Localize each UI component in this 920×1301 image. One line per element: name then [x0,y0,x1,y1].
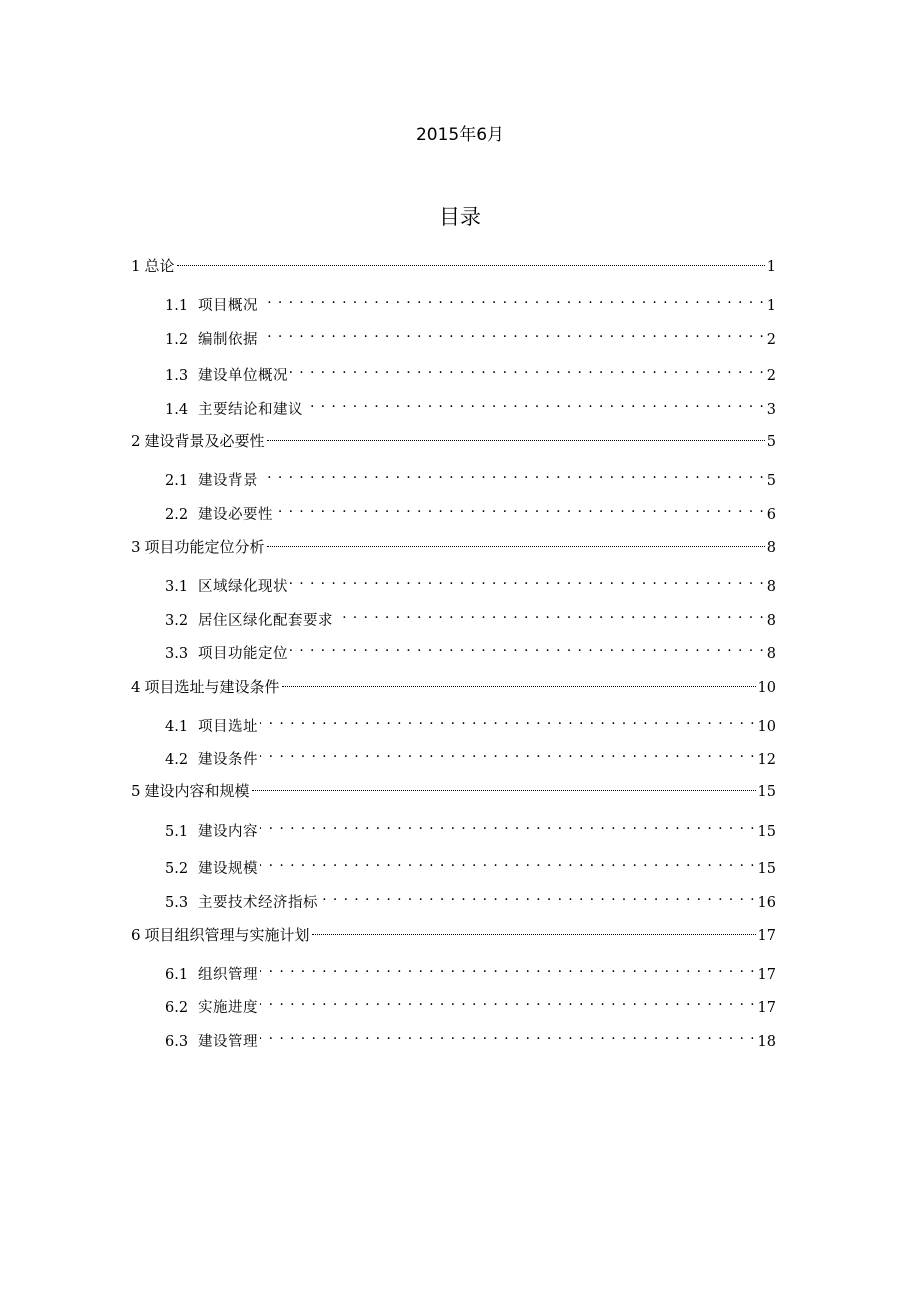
toc-entry-number: 5.1 [165,824,189,840]
toc-entry-label: 建设必要性 [198,507,273,523]
toc-chapter-row[interactable] [131,429,776,451]
toc-section-row[interactable] [165,636,776,662]
toc-entry-label: 居住区绿化配套要求 [198,613,333,629]
toc-page-number: 8 [766,579,776,595]
toc-entry-number: 2 [131,432,141,450]
toc-entry-label: 实施进度 [198,1000,258,1016]
toc-dot-leader [260,957,756,979]
toc-entry-label: 组织管理 [198,967,258,983]
toc-entry-number: 5.3 [165,895,189,911]
toc-page-number: 10 [757,719,776,735]
toc-entry-label: 项目功能定位 [198,646,288,662]
toc-entry-number: 4.2 [165,752,189,768]
toc-dot-leader [305,392,765,414]
toc-section-row[interactable] [165,709,776,735]
toc-dot-leader [290,636,765,658]
toc-entry-number: 6.2 [165,1000,189,1016]
toc-page-number: 2 [766,368,776,384]
toc-page-number: 6 [766,507,776,523]
toc-section-row[interactable] [165,463,776,489]
toc-entry-number: 1.2 [165,332,189,348]
toc-section-row[interactable] [165,358,776,384]
toc-dot-leader [320,885,756,907]
toc-dot-leader [267,424,765,441]
toc-section-row[interactable] [165,851,776,877]
toc-section-row[interactable] [165,957,776,983]
toc-entry-label: 编制依据 [198,332,258,348]
toc-chapter-row[interactable] [131,254,776,276]
toc-entry-number: 5 [131,782,141,800]
toc-entry-label: 项目组织管理与实施计划 [144,926,310,944]
toc-entry-number: 2.2 [165,507,189,523]
document-date: 2015年6月 [415,125,505,145]
toc-entry-label: 主要技术经济指标 [198,895,318,911]
toc-entry-number: 1.4 [165,402,189,418]
toc-entry-number: 4.1 [165,719,189,735]
toc-entry-label: 建设内容和规模 [144,782,250,800]
toc-entry-label: 项目选址与建设条件 [144,678,280,696]
toc-section-row[interactable] [165,392,776,418]
toc-dot-leader [282,670,756,687]
toc-dot-leader [260,814,756,836]
toc-entry-number: 3.1 [165,579,189,595]
toc-entry-number: 3 [131,538,141,556]
toc-chapter-row[interactable] [131,675,776,697]
toc-dot-leader [260,709,756,731]
toc-page-number: 12 [757,752,776,768]
toc-dot-leader [260,288,765,310]
toc-entry-number: 6.3 [165,1034,189,1050]
toc-entry-label: 总论 [144,257,175,275]
toc-dot-leader [260,463,765,485]
toc-page-number: 17 [757,1000,776,1016]
toc-entry-number: 6.1 [165,967,189,983]
toc-dot-leader [252,774,756,791]
toc-entry-label: 建设背景及必要性 [144,432,265,450]
toc-page-number: 17 [757,928,776,944]
toc-dot-leader [260,742,756,764]
toc-page-number: 5 [766,473,776,489]
toc-page-number: 17 [757,967,776,983]
toc-entry-label: 主要结论和建议 [198,402,303,418]
toc-section-row[interactable] [165,990,776,1016]
toc-page-number: 3 [766,402,776,418]
toc-entry-number: 4 [131,678,141,696]
toc-chapter-row[interactable] [131,535,776,557]
toc-dot-leader [290,569,765,591]
toc-page-number: 8 [766,613,776,629]
toc-entry-label: 建设背景 [198,473,258,489]
toc-entry-number: 1.3 [165,368,189,384]
toc-page-number: 16 [757,895,776,911]
toc-section-row[interactable] [165,322,776,348]
toc-section-row[interactable] [165,288,776,314]
toc-dot-leader [260,990,756,1012]
toc-section-row[interactable] [165,603,776,629]
toc-page-number: 1 [766,259,776,275]
toc-page-number: 5 [766,434,776,450]
toc-page-number: 15 [757,784,776,800]
toc-page-number: 15 [757,824,776,840]
toc-dot-leader [290,358,765,380]
toc-dot-leader [312,918,756,935]
toc-page-number: 18 [757,1034,776,1050]
toc-page-number: 10 [757,680,776,696]
toc-entry-label: 区域绿化现状 [198,579,288,595]
toc-section-row[interactable] [165,814,776,840]
toc-title: 目录 [439,205,481,229]
toc-section-row[interactable] [165,569,776,595]
toc-entry-number: 1 [131,257,141,275]
toc-entry-label: 项目功能定位分析 [144,538,265,556]
toc-entry-number: 3.2 [165,613,189,629]
toc-entry-number: 5.2 [165,861,189,877]
toc-dot-leader [260,851,756,873]
toc-entry-label: 项目概况 [198,298,258,314]
toc-entry-label: 项目选址 [198,719,258,735]
toc-section-row[interactable] [165,742,776,768]
toc-chapter-row[interactable] [131,779,776,801]
toc-section-row[interactable] [165,885,776,911]
toc-entry-label: 建设单位概况 [198,368,288,384]
toc-entry-label: 建设内容 [198,824,258,840]
toc-page-number: 8 [766,646,776,662]
toc-dot-leader [260,322,765,344]
toc-entry-label: 建设条件 [198,752,258,768]
toc-entry-number: 2.1 [165,473,189,489]
toc-dot-leader [267,530,765,547]
toc-entry-label: 建设管理 [198,1034,258,1050]
toc-page-number: 8 [766,540,776,556]
toc-page-number: 1 [766,298,776,314]
toc-dot-leader [177,249,765,266]
toc-section-row[interactable] [165,497,776,523]
toc-section-row[interactable] [165,1024,776,1050]
toc-dot-leader [260,1024,756,1046]
toc-page-number: 15 [757,861,776,877]
toc-dot-leader [335,603,765,625]
toc-entry-number: 1.1 [165,298,189,314]
toc-page-number: 2 [766,332,776,348]
toc-entry-number: 6 [131,926,141,944]
toc-entry-label: 建设规模 [198,861,258,877]
toc-chapter-row[interactable] [131,923,776,945]
toc-dot-leader [275,497,765,519]
toc-entry-number: 3.3 [165,646,189,662]
